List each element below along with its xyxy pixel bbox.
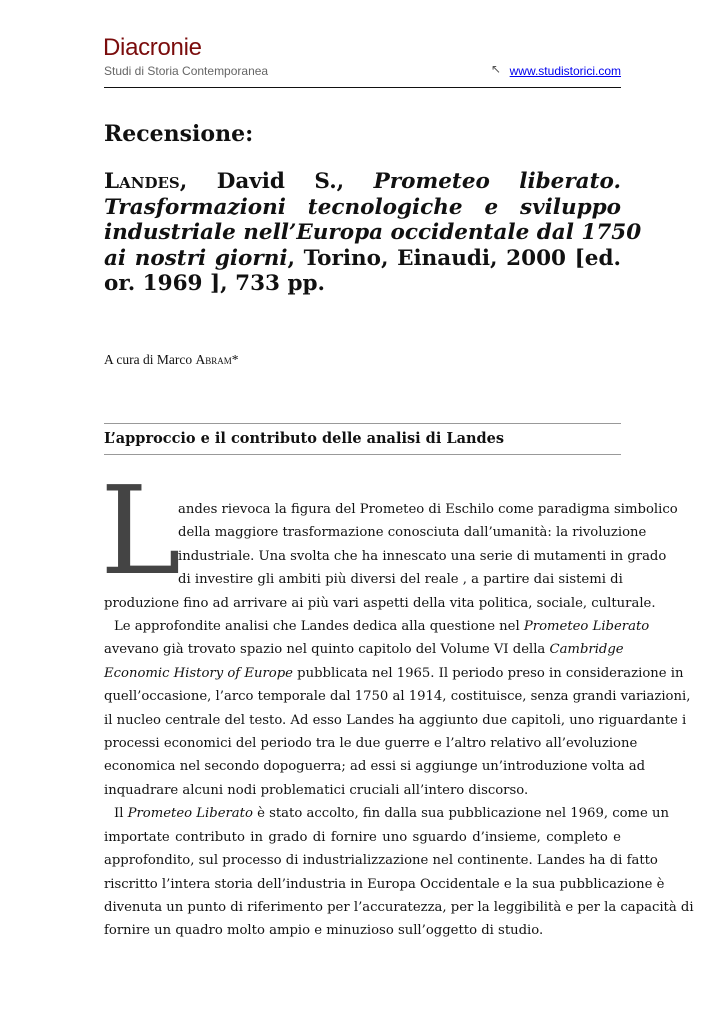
website-link[interactable]: www.studistorici.com (509, 64, 621, 78)
text-line (104, 169, 621, 195)
author-prefix: A cura di Marco (104, 352, 196, 367)
text-segment: economica nel secondo dopoguerra; ad essi si aggiunge un’introduzione volta ad (104, 759, 646, 775)
text-line (104, 592, 656, 615)
text-line (104, 685, 691, 708)
text-line (104, 638, 624, 661)
section-rule-bottom (104, 454, 621, 455)
text-line (104, 662, 684, 685)
text-segment: della maggiore trasformazione conosciuta dall’umanità: la rivoluzione (178, 525, 647, 541)
text-line (104, 802, 670, 825)
book-title (104, 169, 642, 297)
text-segment: produzione fino ad arrivare ai più vari aspetti della vita politica, sociale, culturale. (104, 595, 656, 611)
author-line (104, 352, 238, 368)
text-line (104, 755, 646, 778)
text-line (104, 195, 621, 221)
text-segment: divenuta un punto di riferimento per l’accuratezza, per la leggibilità e per la capacità di (104, 899, 694, 915)
text-segment: Il (114, 806, 128, 822)
text-segment: , David S., (179, 169, 374, 194)
text-line (104, 919, 621, 942)
text-segment: pubblicata nel 1965. Il periodo preso in considerazione in (292, 665, 684, 681)
text-line (104, 498, 678, 521)
section-heading: L’approccio e il contributo delle analisi di Landes (104, 430, 505, 447)
text-segment: approfondito, sul processo di industrializzazione nel continente. Landes ha di fatto (104, 853, 658, 869)
text-line (104, 849, 658, 872)
text-segment: è stato accolto, fin dalla sua pubblicazione nel 1969, come un (252, 806, 670, 822)
italic-text: industriale nell’Europa occidentale dal 1750 (104, 220, 642, 245)
text-line (104, 896, 694, 919)
author-footnote-mark[interactable]: * (231, 352, 239, 367)
italic-text: Prometeo liberato. (373, 169, 621, 194)
body-text (104, 498, 694, 943)
text-line (104, 271, 621, 297)
text-segment: Le approfondite analisi che Landes dedica alla questione nel (114, 619, 524, 635)
text-line (104, 545, 667, 568)
italic-text: Prometeo Liberato (127, 806, 253, 822)
header-divider (104, 87, 621, 88)
italic-text: Cambridge (549, 642, 624, 658)
text-segment: avevano già trovato spazio nel quinto capitolo del Volume VI della (104, 642, 550, 658)
text-line (104, 246, 621, 272)
text-line (104, 709, 687, 732)
text-segment: inquadrare alcuni nodi problematici cruciali all’intero discorso. (104, 782, 529, 798)
italic-text: Prometeo Liberato (523, 619, 650, 635)
section-rule-top (104, 423, 621, 424)
journal-subtitle: Studi di Storia Contemporanea (104, 64, 269, 78)
text-line (104, 732, 638, 755)
text-segment: andes rievoca la figura del Prometeo di Eschilo come paradigma simbolico (178, 502, 678, 517)
text-segment: processi economici del periodo tra le due guerre e l’altro relativo all’evoluzione (104, 736, 638, 752)
text-line (104, 826, 621, 849)
text-segment: industriale. Una svolta che ha innescato una serie di mutamenti in grado (178, 548, 667, 564)
text-segment: Landes (104, 169, 180, 194)
text-segment: riscritto l’intera storia dell’industria in Europa Occidentale e la sua pubblicazione è (104, 876, 665, 892)
text-segment: , Torino, Einaudi, 2000 [ed. (287, 245, 621, 271)
mouse-pointer-icon: ↖ (491, 62, 502, 76)
text-segment: importate contributo in grado di fornire uno sguardo d’insieme, completo e (104, 829, 621, 845)
text-segment: fornire un quadro molto ampio e minuzioso sull’oggetto di studio. (104, 923, 544, 939)
italic-text: ai nostri giorni (104, 245, 288, 271)
review-label: Recensione: (104, 121, 254, 147)
text-line (104, 220, 642, 246)
text-segment: or. 1969 ], 733 pp. (104, 271, 326, 296)
text-segment: quell’occasione, l’arco temporale dal 1750 al 1914, costituisce, senza grandi variazioni, (104, 689, 691, 705)
italic-text: Trasformazioni tecnologiche e sviluppo (104, 194, 621, 220)
text-line (104, 873, 665, 896)
journal-title: Diacronie (103, 34, 202, 61)
text-segment: di investire gli ambiti più diversi del reale , a partire dai sistemi di (178, 572, 623, 588)
text-segment: il nucleo centrale del testo. Ad esso Landes ha aggiunto due capitoli, uno riguardante i (104, 712, 687, 728)
text-line (104, 615, 650, 638)
drop-cap: L (100, 460, 182, 602)
italic-text: Economic History of Europe (104, 665, 293, 681)
author-surname: Abram (195, 352, 232, 367)
text-line (104, 521, 647, 544)
text-line (104, 779, 621, 802)
text-line (104, 568, 621, 591)
